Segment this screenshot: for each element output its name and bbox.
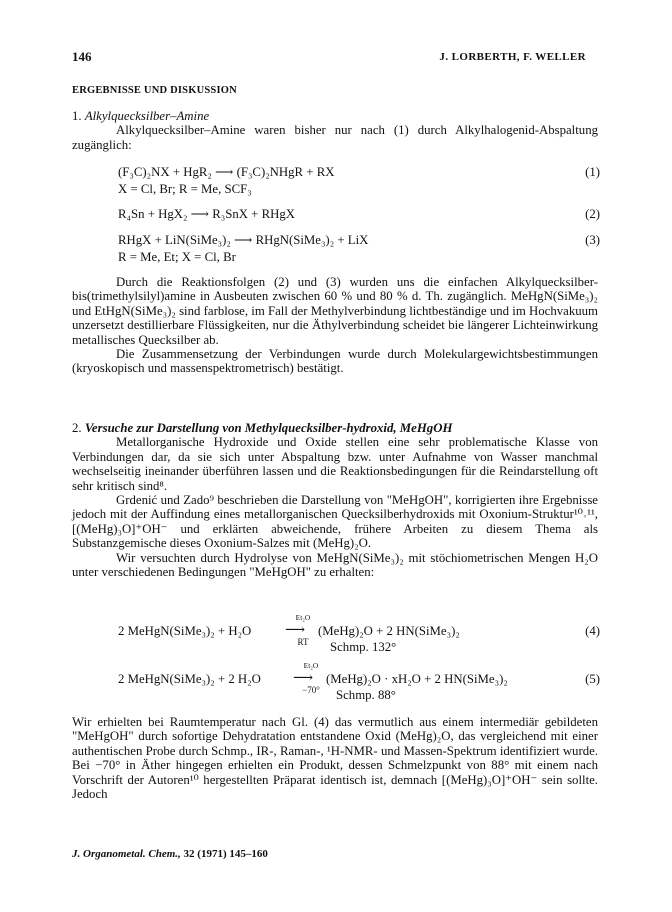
equation-3-conditions xyxy=(118,250,600,265)
journal-name: J. Organometal. Chem., xyxy=(72,848,181,860)
equation-4-condition-below: RT xyxy=(297,637,309,647)
equation-5-condition-above: Et₂O xyxy=(303,661,319,670)
equation-2-number: (2) xyxy=(585,207,600,221)
equation-5-right: (MeHg)₂O · xH₂O + 2 HN(SiMe₃)₂ xyxy=(326,672,508,686)
equation-1-text: (F₃C)₂NX + HgR₂ ⟶ (F₃C)₂NHgR + RX xyxy=(118,165,335,179)
subsection-2-title: Versuche zur Darstellung von Methylquecksilber-hydroxid, MeHgOH xyxy=(84,421,453,435)
equation-4-melting-point: Schmp. 132° xyxy=(330,640,397,654)
paragraph-5: Wir versuchten durch Hydrolyse von MeHgN(SiMe₃)₂ mit stöchiometrischen Mengen H₂O unter verschiedenen Bedingungen "MeHgOH" zu erhalten: xyxy=(72,550,598,580)
equation-3 xyxy=(118,233,600,248)
equation-5 xyxy=(118,672,261,687)
equation-4-condition-above: Et₂O xyxy=(295,613,311,622)
subsection-1-number: 1. xyxy=(72,109,82,123)
section-heading: ERGEBNISSE UND DISKUSSION xyxy=(72,85,237,96)
equation-3-conditions-text: R = Me, Et; X = Cl, Br xyxy=(118,250,236,264)
subsection-1 xyxy=(72,109,598,152)
equation-1-number: (1) xyxy=(585,165,600,179)
subsection-2 xyxy=(72,421,598,579)
discussion-paragraph xyxy=(72,715,598,801)
equation-4-left: 2 MeHgN(SiMe₃)₂ + H₂O xyxy=(118,624,252,638)
equation-2-text: R₄Sn + HgX₂ ⟶ R₃SnX + RHgX xyxy=(118,207,296,221)
subsection-2-heading xyxy=(72,421,598,435)
journal-citation xyxy=(72,848,268,860)
equation-5-number: (5) xyxy=(585,672,600,686)
equation-1 xyxy=(118,165,600,180)
paragraph-4: Grdenić und Zado⁹ beschrieben die Darstellung von "MeHgOH", korrigierten ihre Ergebnisse jedoch mit der Auffindung eines metallorganischen Quecksilberhydroxids mit Oxonium-Struktur¹⁰˒¹¹, [(MeHg)₃O]⁺OH⁻ und erklärten abweichende, frühere Arbeiten zu diesem Thema als Substanzgemische dieses Oxonium-Salzes mit (MeHg)₂O. xyxy=(72,493,598,551)
subsection-1-title: Alkylquecksilber–Amine xyxy=(84,109,210,123)
equation-5-condition-below: −70° xyxy=(302,685,320,695)
results-paragraphs xyxy=(72,275,598,376)
equation-5-left: 2 MeHgN(SiMe₃)₂ + 2 H₂O xyxy=(118,672,261,686)
paragraph-1: Durch die Reaktionsfolgen (2) und (3) wurden uns die einfachen Alkylquecksilber-bis(trimethylsilyl)amine in Ausbeuten zwischen 60 % und 80 % d. Th. zugänglich. MeHgN(SiMe₃)₂ und EtHgN(SiMe₃)₂ sind farblose, im Fall der Methylverbindung lichtbeständige und im Hochvakuum unzersetzt destillierbare Flüssigkeiten, nur die Äthylverbindung scheidet bie längerer Lichteinwirkung metallisches Quecksilber ab. xyxy=(72,275,598,347)
equation-4-number: (4) xyxy=(585,624,600,638)
equation-4 xyxy=(118,624,251,639)
equation-3-number: (3) xyxy=(585,233,600,247)
equation-3-text: RHgX + LiN(SiMe₃)₂ ⟶ RHgN(SiMe₃)₂ + LiX xyxy=(118,233,369,247)
equation-5-melting-point: Schmp. 88° xyxy=(336,688,396,702)
subsection-1-heading xyxy=(72,109,598,123)
paragraph-3: Metallorganische Hydroxide und Oxide stellen eine sehr problematische Klasse von Verbindungen dar, da sie sich unter Abspaltung bzw. unter Aufnahme von Wasser manchmal wechselseitig ineinander überführen lassen und die Reaktionsbedingungen für die Reindarstellung oft sehr kritisch sind⁸. xyxy=(72,435,598,493)
equation-1-conditions-text: X = Cl, Br; R = Me, SCF₃ xyxy=(118,182,252,196)
paragraph-2: Die Zusammensetzung der Verbindungen wurde durch Molekulargewichtsbestimmungen (kryoskopisch und massenspektrometrisch) bestätigt. xyxy=(72,347,598,376)
equation-4-right: (MeHg)₂O + 2 HN(SiMe₃)₂ xyxy=(318,624,460,638)
running-header-authors: J. LORBERTH, F. WELLER xyxy=(439,51,586,63)
equation-4-arrow: ⟶ xyxy=(285,623,306,638)
subsection-2-number: 2. xyxy=(72,421,82,435)
subsection-1-intro: Alkylquecksilber–Amine waren bisher nur nach (1) durch Alkylhalogenid-Abspaltung zugänglich: xyxy=(72,123,598,152)
equation-2 xyxy=(118,207,600,222)
equation-5-arrow: ⟶ xyxy=(293,671,314,686)
journal-volume-pages: 32 (1971) 145–160 xyxy=(183,848,268,860)
page-number: 146 xyxy=(72,49,92,64)
equation-1-conditions xyxy=(118,182,600,197)
paragraph-6: Wir erhielten bei Raumtemperatur nach Gl. (4) das vermutlich aus einem intermediär gebildeten "MeHgOH" durch sofortige Dehydratation entstandene Oxid (MeHg)₂O, das vergleichend mit einer authentischen Probe durch Schmp., IR-, Raman-, ¹H-NMR- und Massen-Spektrum identifiziert wurde. Bei −70° in Äther hingegen erhielten ein Produkt, dessen Schmelzpunkt von 88° mit einem nach Vorschrift der Autoren¹⁰ hergestellten Präparat identisch ist, demnach [(MeHg)₃O]⁺OH⁻ sein sollte. Jedoch xyxy=(72,715,598,802)
